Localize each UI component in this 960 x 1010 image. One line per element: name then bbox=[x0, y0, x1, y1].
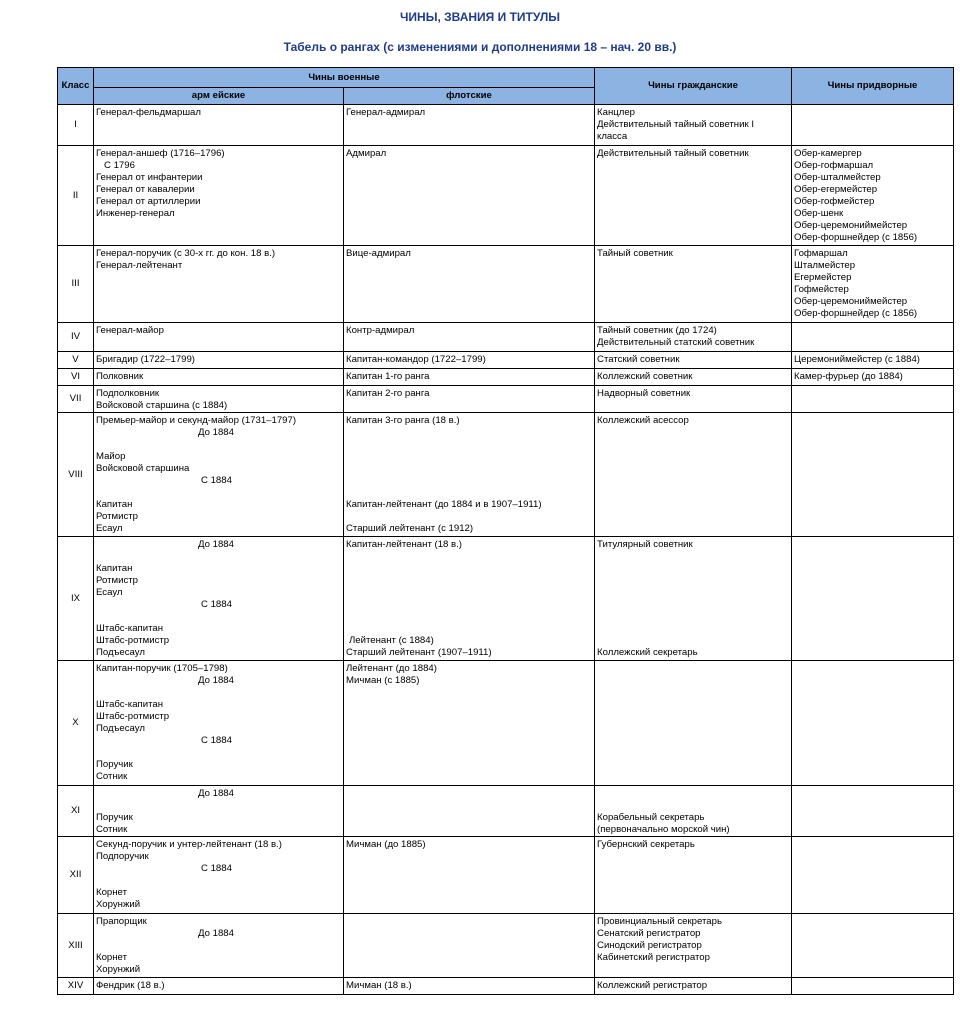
class-cell: XIII bbox=[58, 914, 94, 978]
army-line bbox=[96, 439, 341, 451]
navy-cell bbox=[344, 386, 595, 413]
civil-line: Тайный советник bbox=[597, 248, 673, 259]
army-line: До 1884 bbox=[198, 928, 234, 939]
navy-line: Мичман (до 1885) bbox=[346, 839, 426, 850]
army-line: Штабс-капитан bbox=[96, 623, 164, 634]
army-cell bbox=[94, 413, 344, 537]
army-line: Прапорщик bbox=[96, 916, 147, 927]
army-cell bbox=[94, 386, 344, 413]
ranks-table-body bbox=[58, 105, 954, 995]
civil-line: Действительный тайный советник bbox=[597, 148, 749, 159]
navy-line: Старший лейтенант (с 1912) bbox=[346, 523, 474, 534]
army-cell bbox=[94, 837, 344, 914]
army-line: Поручик bbox=[96, 759, 133, 770]
army-cell bbox=[94, 537, 344, 661]
army-line: Майор bbox=[96, 451, 126, 462]
army-cell bbox=[94, 352, 344, 369]
court-line: Обер-форшнейдер (с 1856) bbox=[794, 308, 918, 319]
army-line bbox=[96, 747, 341, 759]
navy-line bbox=[346, 551, 592, 563]
army-cell bbox=[94, 661, 344, 786]
navy-line: Лейтенант (с 1884) bbox=[349, 635, 434, 646]
army-line: До 1884 bbox=[198, 539, 234, 550]
army-cell bbox=[94, 146, 344, 246]
civil-cell bbox=[595, 105, 792, 146]
civil-line: Провинциальный секретарь bbox=[597, 916, 722, 927]
army-line bbox=[96, 551, 341, 563]
army-line: Корнет bbox=[96, 887, 127, 898]
court-cell bbox=[792, 661, 954, 786]
navy-line bbox=[346, 587, 592, 599]
court-line: Егермейстер bbox=[794, 272, 852, 283]
army-line: С 1884 bbox=[201, 475, 232, 486]
civil-line: класса bbox=[597, 131, 628, 142]
navy-line: Капитан 3-го ранга (18 в.) bbox=[346, 415, 460, 426]
court-line: Гофмаршал bbox=[794, 248, 848, 259]
table-row bbox=[58, 323, 954, 352]
civil-line: Статский советник bbox=[597, 354, 680, 365]
army-line bbox=[96, 687, 341, 699]
civil-line: (первоначально морской чин) bbox=[597, 824, 730, 835]
navy-line: Старший лейтенант (1907–1911) bbox=[346, 647, 492, 658]
army-line: Полковник bbox=[96, 371, 144, 382]
army-cell bbox=[94, 105, 344, 146]
civil-line: Коллежский советник bbox=[597, 371, 693, 382]
army-line: С 1884 bbox=[201, 863, 232, 874]
army-line: Генерал от инфантерии bbox=[96, 172, 203, 183]
army-line: Инженер-генерал bbox=[96, 208, 175, 219]
army-cell bbox=[94, 786, 344, 837]
civil-cell bbox=[595, 386, 792, 413]
army-line: Генерал-майор bbox=[96, 325, 164, 336]
civil-cell bbox=[595, 369, 792, 386]
civil-line: Канцлер bbox=[597, 107, 636, 118]
class-cell: X bbox=[58, 661, 94, 786]
navy-cell bbox=[344, 413, 595, 537]
army-line: Есаул bbox=[96, 523, 123, 534]
court-cell bbox=[792, 978, 954, 995]
table-row bbox=[58, 413, 954, 537]
court-line: Обер-церемониймейстер bbox=[794, 296, 908, 307]
army-line: Генерал-аншеф (1716–1796) bbox=[96, 148, 225, 159]
army-line: Генерал-поручик (с 30-х гг. до кон. 18 в.) bbox=[96, 248, 276, 259]
table-row bbox=[58, 146, 954, 246]
court-line: Обер-камергер bbox=[794, 148, 862, 159]
navy-cell bbox=[344, 537, 595, 661]
class-cell: VIII bbox=[58, 413, 94, 537]
army-line: Генерал-лейтенант bbox=[96, 260, 183, 271]
army-cell bbox=[94, 323, 344, 352]
army-line: Подполковник bbox=[96, 388, 160, 399]
civil-line bbox=[597, 800, 789, 812]
navy-line bbox=[346, 623, 592, 635]
civil-cell bbox=[595, 661, 792, 786]
army-line: До 1884 bbox=[198, 788, 234, 799]
court-line: Шталмейстер bbox=[794, 260, 856, 271]
civil-line bbox=[597, 611, 789, 623]
navy-line bbox=[346, 475, 592, 487]
navy-line: Капитан-лейтенант (до 1884 и в 1907–1911) bbox=[346, 499, 542, 510]
court-cell bbox=[792, 386, 954, 413]
navy-line: Капитан-командор (1722–1799) bbox=[346, 354, 486, 365]
class-cell: IV bbox=[58, 323, 94, 352]
navy-line bbox=[346, 563, 592, 575]
court-line: Обер-гофмейстер bbox=[794, 196, 875, 207]
navy-line: Вице-адмирал bbox=[346, 248, 411, 259]
army-line: Штабс-ротмистр bbox=[96, 635, 170, 646]
civil-line: Коллежский секретарь bbox=[597, 647, 698, 658]
civil-cell bbox=[595, 246, 792, 323]
table-row bbox=[58, 661, 954, 786]
court-cell bbox=[792, 413, 954, 537]
civil-cell bbox=[595, 978, 792, 995]
navy-cell bbox=[344, 323, 595, 352]
civil-line: Действительный статский советник bbox=[597, 337, 755, 348]
court-cell bbox=[792, 352, 954, 369]
class-cell: XI bbox=[58, 786, 94, 837]
court-line: Камер-фурьер (до 1884) bbox=[794, 371, 903, 382]
header-military: Чины военные bbox=[94, 68, 595, 88]
table-row bbox=[58, 978, 954, 995]
civil-cell bbox=[595, 786, 792, 837]
class-cell: II bbox=[58, 146, 94, 246]
army-line: Бригадир (1722–1799) bbox=[96, 354, 195, 365]
army-line: Генерал от кавалерии bbox=[96, 184, 195, 195]
civil-line: Сенатский регистратор bbox=[597, 928, 701, 939]
navy-line bbox=[346, 463, 592, 475]
navy-line: Мичман (с 1885) bbox=[346, 675, 420, 686]
civil-line: Тайный советник (до 1724) bbox=[597, 325, 717, 336]
court-cell bbox=[792, 369, 954, 386]
civil-line bbox=[597, 599, 789, 611]
table-row bbox=[58, 837, 954, 914]
army-line: Капитан bbox=[96, 499, 133, 510]
class-cell: III bbox=[58, 246, 94, 323]
class-cell: V bbox=[58, 352, 94, 369]
ranks-table bbox=[57, 67, 954, 995]
court-cell bbox=[792, 837, 954, 914]
army-line: Войсковой старшина bbox=[96, 463, 190, 474]
army-line: Подъесаул bbox=[96, 723, 145, 734]
navy-line bbox=[346, 611, 592, 623]
court-cell bbox=[792, 246, 954, 323]
table-row bbox=[58, 786, 954, 837]
table-row bbox=[58, 537, 954, 661]
header-army: арм ейские bbox=[94, 88, 344, 105]
navy-line: Капитан 2-го ранга bbox=[346, 388, 430, 399]
civil-line bbox=[597, 575, 789, 587]
civil-line bbox=[597, 788, 789, 800]
navy-cell bbox=[344, 837, 595, 914]
class-cell: I bbox=[58, 105, 94, 146]
navy-cell bbox=[344, 246, 595, 323]
army-line: Секунд-поручик и унтер-лейтенант (18 в.) bbox=[96, 839, 282, 850]
class-cell: VI bbox=[58, 369, 94, 386]
court-line: Обер-форшнейдер (с 1856) bbox=[794, 232, 918, 243]
court-line: Обер-гофмаршал bbox=[794, 160, 874, 171]
army-line: Фендрик (18 в.) bbox=[96, 980, 165, 991]
army-line: Генерал-фельдмаршал bbox=[96, 107, 201, 118]
header-civil: Чины гражданские bbox=[595, 68, 792, 105]
navy-line bbox=[346, 511, 592, 523]
navy-line: Капитан 1-го ранга bbox=[346, 371, 430, 382]
court-line: Гофмейстер bbox=[794, 284, 849, 295]
navy-line bbox=[346, 451, 592, 463]
civil-line: Кабинетский регистратор bbox=[597, 952, 710, 963]
civil-line: Действительный тайный советник I bbox=[597, 119, 754, 130]
civil-line bbox=[597, 635, 789, 647]
navy-cell bbox=[344, 978, 595, 995]
table-row bbox=[58, 914, 954, 978]
civil-cell bbox=[595, 837, 792, 914]
army-line bbox=[96, 487, 341, 499]
court-line: Обер-шенк bbox=[794, 208, 844, 219]
court-cell bbox=[792, 537, 954, 661]
army-line: Премьер-майор и секунд-майор (1731–1797) bbox=[96, 415, 297, 426]
civil-line: Синодский регистратор bbox=[597, 940, 702, 951]
civil-cell bbox=[595, 914, 792, 978]
court-cell bbox=[792, 914, 954, 978]
navy-line: Лейтенант (до 1884) bbox=[346, 663, 437, 674]
army-line: Сотник bbox=[96, 771, 128, 782]
civil-line: Коллежский асессор bbox=[597, 415, 689, 426]
navy-line: Адмирал bbox=[346, 148, 387, 159]
header-navy: флотские bbox=[344, 88, 595, 105]
navy-cell bbox=[344, 661, 595, 786]
army-line: С 1884 bbox=[201, 735, 232, 746]
navy-cell bbox=[344, 369, 595, 386]
header-class: Класс bbox=[58, 68, 94, 105]
army-line: Капитан bbox=[96, 563, 133, 574]
army-line: Есаул bbox=[96, 587, 123, 598]
navy-line: Контр-адмирал bbox=[346, 325, 415, 336]
civil-line: Корабельный секретарь bbox=[597, 812, 705, 823]
civil-cell bbox=[595, 352, 792, 369]
army-line: С 1884 bbox=[201, 599, 232, 610]
civil-line: Губернский секретарь bbox=[597, 839, 695, 850]
court-cell bbox=[792, 323, 954, 352]
civil-line: Надворный советник bbox=[597, 388, 691, 399]
civil-cell bbox=[595, 537, 792, 661]
civil-cell bbox=[595, 413, 792, 537]
page-title: ЧИНЫ, ЗВАНИЯ И ТИТУЛЫ bbox=[399, 10, 561, 24]
navy-line bbox=[346, 439, 592, 451]
court-line: Обер-церемониймейстер bbox=[794, 220, 908, 231]
civil-line: Титулярный советник bbox=[597, 539, 693, 550]
navy-line: Генерал-адмирал bbox=[346, 107, 426, 118]
navy-cell bbox=[344, 105, 595, 146]
civil-cell bbox=[595, 323, 792, 352]
civil-line bbox=[597, 551, 789, 563]
table-row bbox=[58, 386, 954, 413]
army-line: Ротмистр bbox=[96, 511, 138, 522]
navy-cell bbox=[344, 786, 595, 837]
civil-line bbox=[597, 563, 789, 575]
army-line bbox=[96, 940, 341, 952]
table-row bbox=[58, 105, 954, 146]
page-subtitle: Табель о рангах (с изменениями и дополнениями 18 – нач. 20 вв.) bbox=[283, 40, 677, 54]
court-line: Обер-егермейстер bbox=[794, 184, 878, 195]
header-court: Чины придворные bbox=[792, 68, 954, 105]
army-cell bbox=[94, 246, 344, 323]
navy-line: Мичман (18 в.) bbox=[346, 980, 412, 991]
class-cell: VII bbox=[58, 386, 94, 413]
army-line: Ротмистр bbox=[96, 575, 138, 586]
army-line: С 1796 bbox=[104, 160, 135, 171]
army-cell bbox=[94, 914, 344, 978]
army-cell bbox=[94, 369, 344, 386]
navy-line bbox=[346, 487, 592, 499]
table-row bbox=[58, 246, 954, 323]
civil-line bbox=[597, 623, 789, 635]
army-line: Войсковой старшина (с 1884) bbox=[96, 400, 228, 411]
court-cell bbox=[792, 786, 954, 837]
navy-line bbox=[346, 575, 592, 587]
navy-cell bbox=[344, 352, 595, 369]
army-line bbox=[96, 611, 341, 623]
army-line: До 1884 bbox=[198, 675, 234, 686]
table-row bbox=[58, 352, 954, 369]
court-line: Церемониймейстер (с 1884) bbox=[794, 354, 920, 365]
army-cell bbox=[94, 978, 344, 995]
navy-line bbox=[346, 427, 592, 439]
army-line: Подъесаул bbox=[96, 647, 145, 658]
army-line: Хорунжий bbox=[96, 899, 141, 910]
navy-cell bbox=[344, 146, 595, 246]
army-line: Хорунжий bbox=[96, 964, 141, 975]
army-line: Поручик bbox=[96, 812, 133, 823]
army-line bbox=[96, 800, 341, 812]
court-cell bbox=[792, 105, 954, 146]
army-line: Сотник bbox=[96, 824, 128, 835]
navy-cell bbox=[344, 914, 595, 978]
army-line: Подпоручик bbox=[96, 851, 149, 862]
civil-line bbox=[597, 587, 789, 599]
navy-line: Капитан-лейтенант (18 в.) bbox=[346, 539, 462, 550]
class-cell: XII bbox=[58, 837, 94, 914]
civil-line: Коллежский регистратор bbox=[597, 980, 708, 991]
court-cell bbox=[792, 146, 954, 246]
class-cell: XIV bbox=[58, 978, 94, 995]
court-line: Обер-шталмейстер bbox=[794, 172, 881, 183]
army-line bbox=[96, 875, 341, 887]
army-line: Корнет bbox=[96, 952, 127, 963]
army-line: Штабс-ротмистр bbox=[96, 711, 170, 722]
navy-line bbox=[346, 599, 592, 611]
civil-cell bbox=[595, 146, 792, 246]
army-line: Штабс-капитан bbox=[96, 699, 164, 710]
army-line: Капитан-поручик (1705–1798) bbox=[96, 663, 228, 674]
table-row bbox=[58, 369, 954, 386]
army-line: До 1884 bbox=[198, 427, 234, 438]
army-line: Генерал от артиллерии bbox=[96, 196, 201, 207]
class-cell: IX bbox=[58, 537, 94, 661]
